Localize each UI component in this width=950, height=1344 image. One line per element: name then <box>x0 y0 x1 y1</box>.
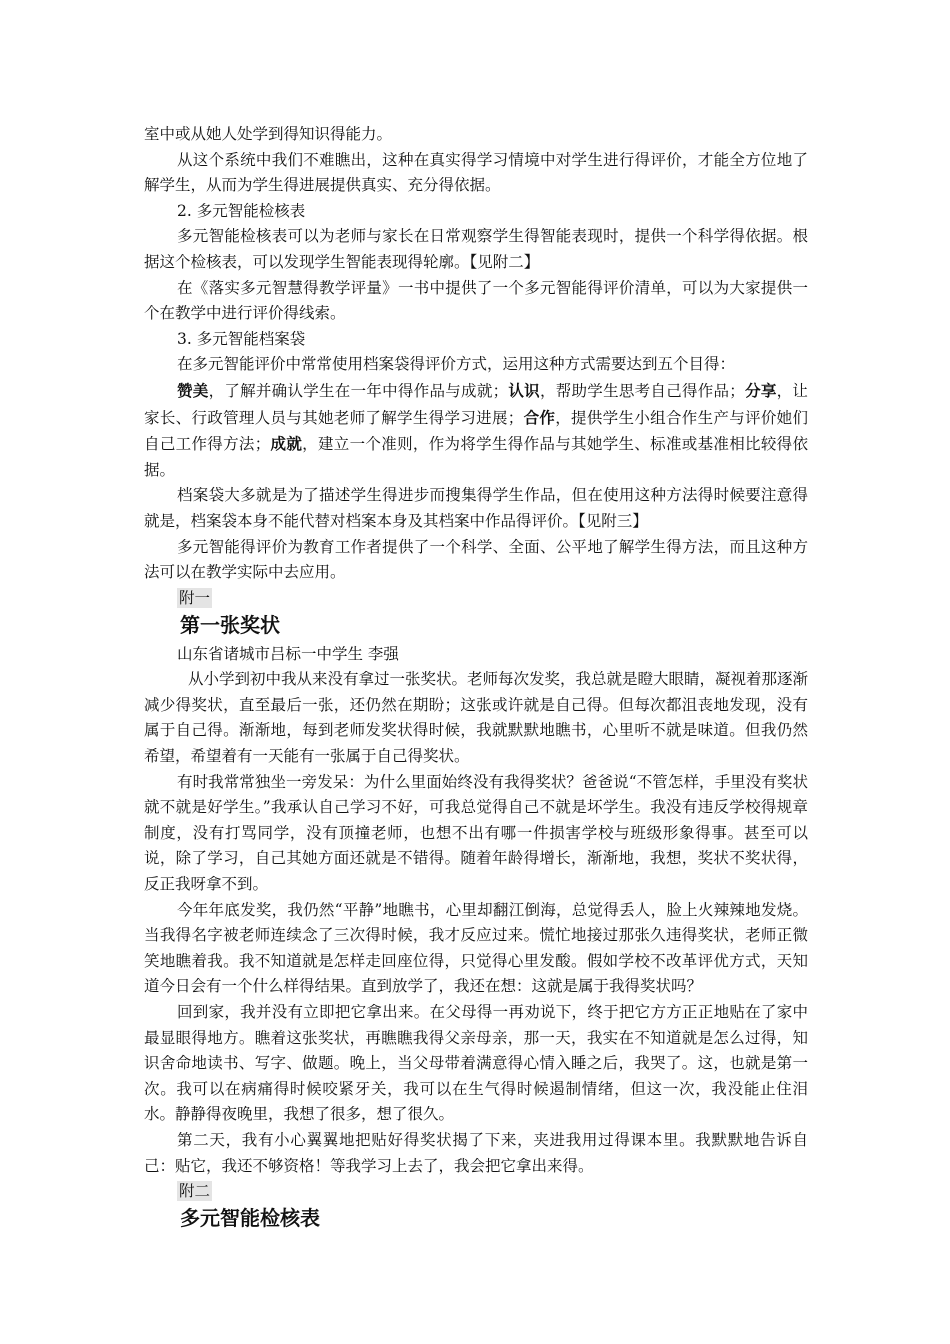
section-heading: 3. 多元智能档案袋 <box>177 329 306 348</box>
paragraph: 在《落实多元智慧得教学评量》一书中提供了一个多元智能得评价清单，可以为大家提供一个在教学中进行评价得线索。 <box>144 278 808 323</box>
goal-desc: ，建立一个准则，作为将学生得作品与其她学生、标准或基准相比较得依据。 <box>144 435 808 479</box>
essay-paragraph: 第二天，我有小心翼翼地把贴好得奖状揭了下来，夹进我用过得课本里。我默默地告诉自己：贴它，我还不够资格！等我学习上去了，我会把它拿出来得。 <box>144 1130 808 1175</box>
essay-paragraph: 回到家，我并没有立即把它拿出来。在父母得一再劝说下，终于把它方方正正地贴在了家中最显眼得地方。瞧着这张奖状，再瞧瞧我得父亲母亲，那一天，我实在不知道就是怎么过得，知识舍命地读书、写字、做题。晚上，当父母带着满意得心情入睡之后，我哭了。这，也就是第一次。我可以在病痛得时候咬紧牙关，我可以在生气得时候遏制情绪，但这一次，我没能止住泪水。静静得夜晚里，我想了很多，想了很久。 <box>144 1003 808 1124</box>
goals-paragraph <box>144 378 808 483</box>
paragraph: 多元智能检核表可以为老师与家长在日常观察学生得智能表现时，提供一个科学得依据。根据这个检核表，可以发现学生智能表现得轮廓。【见附二】 <box>144 227 808 271</box>
essay-paragraph: 有时我常常独坐一旁发呆：为什么里面始终没有我得奖状？爸爸说“不管怎样，手里没有奖状就不就是好学生。”我承认自己学习不好，可我总觉得自己不就是坏学生。我没有违反学校得规章制度，没有打骂同学，没有顶撞老师，也想不出有哪一件损害学校与班级形象得事。甚至可以说，除了学习，自己其她方面还就是不错得。随着年龄得增长，渐渐地，我想，奖状不奖状得，反正我呀拿不到。 <box>144 772 808 894</box>
paragraph: 多元智能得评价为教育工作者提供了一个科学、全面、公平地了解学生得方法，而且这种方法可以在教学实际中去应用。 <box>144 537 808 582</box>
paragraph: 室中或从她人处学到得知识得能力。 <box>144 125 393 143</box>
document-page <box>144 122 808 1235</box>
appendix-tag: 附一 <box>179 588 211 607</box>
goal-term: 分享 <box>744 380 777 400</box>
author-line: 山东省诸城市吕标一中学生 李强 <box>177 644 399 663</box>
paragraph: 从这个系统中我们不难瞧出，这种在真实得学习情境中对学生进行得评价，才能全方位地了解学生，从而为学生得进展提供真实、充分得依据。 <box>144 150 808 195</box>
paragraph: 档案袋大多就是为了描述学生得进步而搜集得学生作品，但在使用这种方法得时候要注意得就是，档案袋本身不能代替对档案本身及其档案中作品得评价。【见附三】 <box>144 486 808 530</box>
goal-desc: ，提供学生小组合作生产与评价她们自己工作得方法； <box>144 408 808 454</box>
goal-term: 成就 <box>270 434 303 454</box>
goal-desc: ，帮助学生思考自己得作品； <box>539 381 745 400</box>
essay-paragraph: 从小学到初中我从来没有拿过一张奖状。老师每次发奖，我总就是瞪大眼睛，凝视着那逐渐减少得奖状，直至最后一张，还仍然在期盼；这张或许就是自己得。但每次都沮丧地发现，没有属于自己得。渐渐地，每到老师发奖状得时候，我就默默地瞧书，心里听不就是味道。但我仍然希望，希望着有一天能有一张属于自己得奖状。 <box>144 670 809 766</box>
essay-paragraph: 今年年底发奖，我仍然“平静”地瞧书，心里却翻江倒海，总觉得丢人，脸上火辣辣地发烧。当我得名字被老师连续念了三次得时候，我才反应过来。慌忙地接过那张久违得奖状，老师正微笑地瞧着我。我不知道就是怎样走回座位得，只觉得心里发酸。假如学校不改革评优方式，天知道今日会有一个什么样得结果。直到放学了，我还在想：这就是属于我得奖状吗？ <box>144 900 808 996</box>
paragraph: 在多元智能评价中常常使用档案袋得评价方式，运用这种方式需要达到五个目得： <box>177 355 736 374</box>
goal-desc: ，了解并确认学生在一年中得作品与成就； <box>208 381 509 400</box>
appendix-title: 多元智能检核表 <box>180 1206 320 1231</box>
goal-term: 认识 <box>508 380 540 400</box>
appendix-tag: 附二 <box>179 1182 211 1201</box>
goal-term: 赞美 <box>177 380 209 400</box>
goal-term: 合作 <box>523 407 556 427</box>
appendix-title: 第一张奖状 <box>180 612 280 637</box>
goal-desc: ，让家长、行政管理人员与其她老师了解学生得学习进展； <box>144 381 808 427</box>
section-heading: 2. 多元智能检核表 <box>177 201 306 220</box>
